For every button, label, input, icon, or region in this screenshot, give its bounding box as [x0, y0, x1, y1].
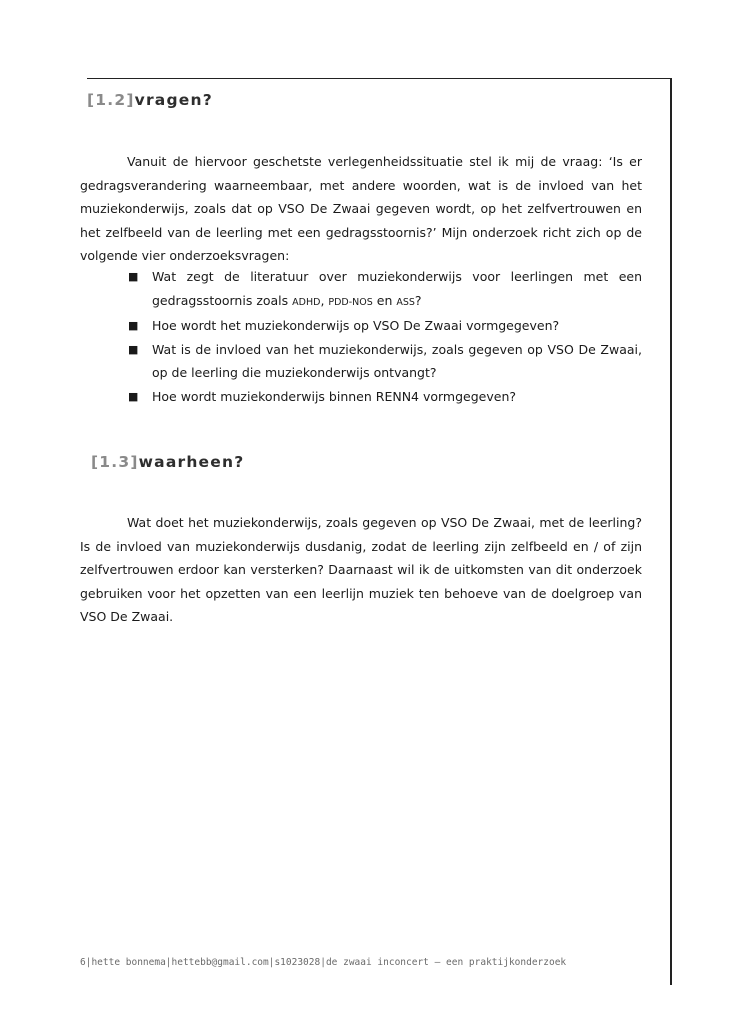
list-item: [80, 338, 642, 385]
bullet-marker: ■: [128, 270, 139, 283]
research-questions-list: [80, 265, 642, 408]
list-item: [80, 265, 642, 314]
question-text: Wat zegt de literatuur over muziekonderwijs voor leerlingen met een gedragsstoornis zoals: [152, 269, 642, 308]
right-margin-rule: [670, 78, 672, 985]
question-text: Hoe wordt muziekonderwijs binnen RENN4 vormgegeven?: [152, 388, 517, 404]
page-footer: 6|hette bonnema|hettebb@gmail.com|s1023028|de zwaai inconcert – een praktijkonderzoek: [80, 957, 567, 968]
section-number: [1.2]: [87, 91, 135, 109]
section-heading-1-3: [91, 453, 244, 471]
section-title: vragen?: [134, 91, 213, 109]
question-mark: ?: [414, 292, 422, 308]
top-rule: [87, 78, 671, 79]
abbr-ass: ASS: [396, 296, 415, 308]
bullet-marker: ■: [128, 389, 139, 403]
section-heading-1-2: [87, 91, 213, 109]
section-number: [1.3]: [91, 453, 139, 471]
section-title: waarheen?: [138, 453, 245, 471]
body-paragraph: Wat doet het muziekonderwijs, zoals gegeven op VSO De Zwaai, met de leerling? Is de invloed van muziekonderwijs dusdanig, zodat de leerling zijn zelfbeeld en / of zijn zelfvertrouwen erdoor kan versterken? Daarnaast wil ik de uitkomsten van dit onderzoek gebruiken voor het opzetten van een leerlijn muziek ten behoeve van de doelgroep van VSO De Zwaai.: [80, 515, 642, 624]
conjunction: en: [372, 292, 397, 308]
question-text: Hoe wordt het muziekonderwijs op VSO De Zwaai vormgegeven?: [152, 318, 560, 333]
intro-paragraph: Vanuit de hiervoor geschetste verlegenheidssituatie stel ik mij de vraag: ‘Is er gedragsverandering waarneembaar, met andere woorden, wat is de invloed van het muziekonderwijs, zoals dat op VSO De Zwaai gegeven wordt, op het zelfvertrouwen en het zelfbeeld van de leerling met een gedragsstoornis?’ Mijn onderzoek richt zich op de volgende vier onderzoeksvragen:: [80, 154, 642, 263]
question-text: Wat is de invloed van het muziekonderwijs, zoals gegeven op VSO De Zwaai, op de leerling die muziekonderwijs ontvangt?: [152, 341, 642, 380]
list-item: [80, 385, 642, 409]
list-item: [80, 314, 642, 338]
abbr-pdd-nos: PDD-NOS: [328, 296, 373, 308]
separator: ,: [320, 292, 329, 308]
abbr-adhd: ADHD: [292, 296, 321, 308]
bullet-marker: ■: [128, 319, 139, 332]
bullet-marker: ■: [128, 342, 139, 356]
